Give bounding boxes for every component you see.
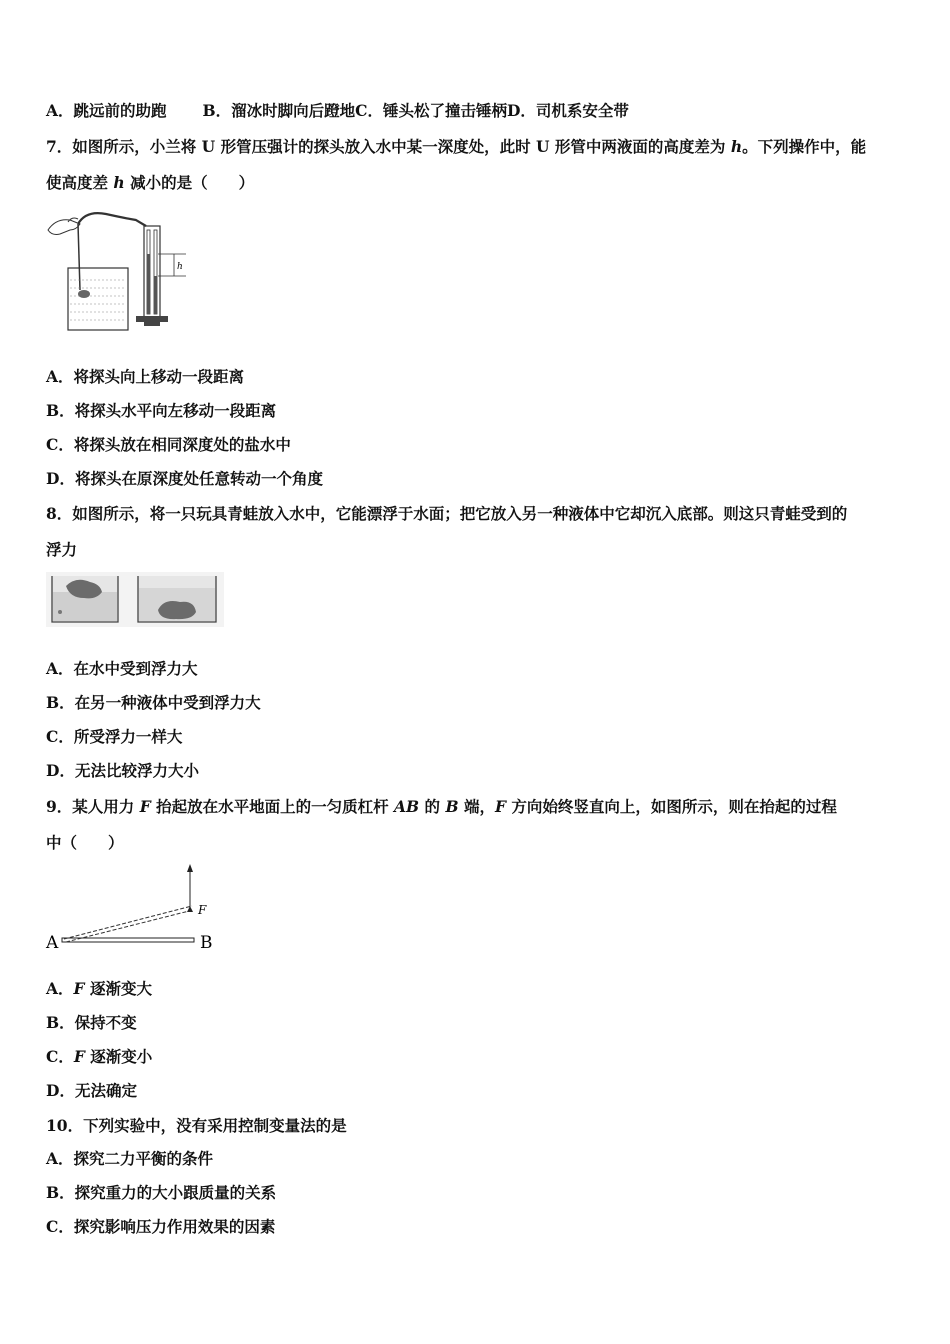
q10-option-a: A．探究二力平衡的条件	[46, 1149, 214, 1168]
q8-figure-frog-beakers	[46, 572, 224, 627]
q9-stem-line2: 中（ ）	[46, 833, 124, 852]
q10-option-c: C．探究影响压力作用效果的因素	[46, 1217, 276, 1236]
q7-option-c: C．将探头放在相同深度处的盐水中	[46, 435, 291, 454]
q9-stem-line1: 9．某人用力 F 抬起放在水平地面上的一匀质杠杆 AB 的 B 端，F 方向始终竖直向上，如图所示，则在抬起的过程	[46, 797, 837, 816]
q8-option-b: B．在另一种液体中受到浮力大	[46, 693, 261, 712]
q10-option-b: B．探究重力的大小跟质量的关系	[46, 1183, 277, 1202]
q9-option-a: A．F 逐渐变大	[46, 979, 152, 998]
q7-option-d: D．将探头在原深度处任意转动一个角度	[46, 469, 323, 488]
q9-figure-A-label: A	[46, 933, 59, 953]
q8-option-a: A．在水中受到浮力大	[46, 659, 198, 678]
q8-option-d: D．无法比较浮力大小	[46, 761, 199, 780]
q8-option-c: C．所受浮力一样大	[46, 727, 183, 746]
q9-option-b: B．保持不变	[46, 1013, 137, 1032]
q7-figure-u-tube-manometer	[46, 210, 196, 335]
prev-option-d: D．司机系安全带	[506, 101, 629, 120]
q9-option-d: D．无法确定	[46, 1081, 137, 1100]
q8-stem-line1: 8．如图所示，将一只玩具青蛙放入水中，它能漂浮于水面；把它放入另一种液体中它却沉入底部。则这只青蛙受到的	[46, 504, 848, 523]
q7-option-a: A．将探头向上移动一段距离	[46, 367, 245, 386]
q7-option-b: B．将探头水平向左移动一段距离	[46, 401, 277, 420]
prev-option-c: C．锤头松了撞击锤柄	[355, 101, 507, 120]
q9-figure-F-label: F	[198, 903, 207, 917]
q7-stem-line2: 使高度差 h 减小的是（ ）	[46, 173, 255, 192]
prev-option-a: A．跳远前的助跑	[46, 101, 167, 120]
q7-stem-line1: 7．如图所示，小兰将 U 形管压强计的探头放入水中某一深度处，此时 U 形管中两液面的高度差为 h。下列操作中，能	[46, 137, 867, 156]
q7-figure-h-label: h	[177, 262, 183, 272]
q9-figure-lever	[44, 862, 224, 954]
q9-figure-B-label: B	[200, 933, 213, 953]
q10-stem-line1: 10．下列实验中，没有采用控制变量法的是	[46, 1116, 347, 1135]
prev-option-b: B．溜冰时脚向后蹬地	[202, 101, 356, 120]
q9-option-c: C．F 逐渐变小	[46, 1047, 153, 1066]
q8-stem-line2: 浮力	[46, 540, 78, 559]
prev-options-row	[46, 101, 629, 121]
